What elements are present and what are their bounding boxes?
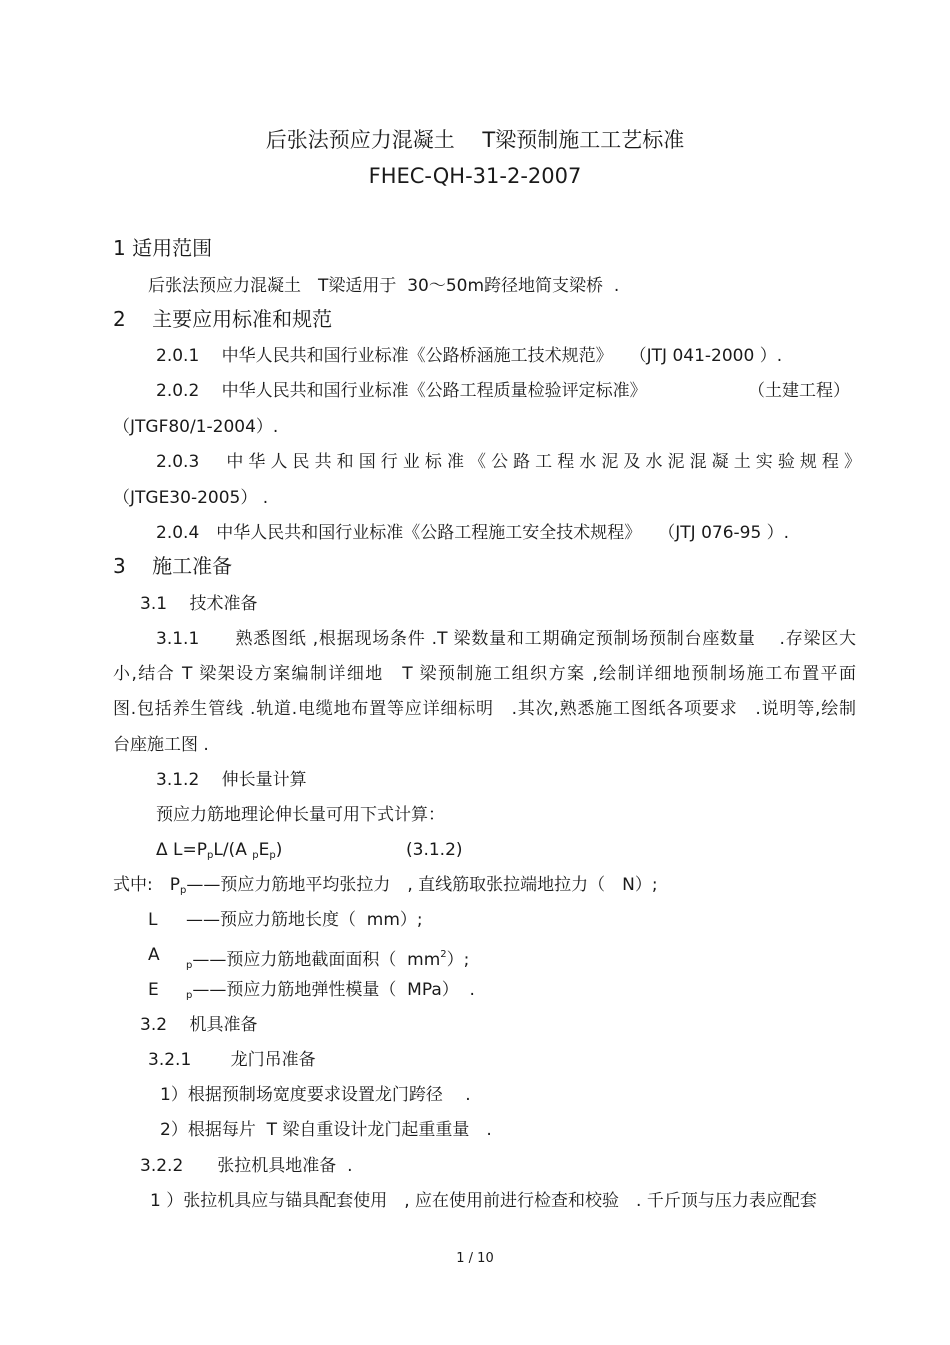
formula-intro: 预应力筋地理论伸长量可用下式计算：: [156, 805, 445, 825]
definition-l-symbol: L: [148, 910, 158, 930]
para-3-1-1-line-3: 图.包括养生管线 .轨道.电缆地布置等应详细标明 .其次,熟悉施工图纸各项要求 .说明等,绘制: [113, 699, 856, 719]
definition-pp: 式中: $P_p——$预应力筋地平均张拉力 , 直线筋取张拉端地拉力（ N）;: [113, 875, 658, 896]
section-3-2-heading: 3.2 机具准备: [140, 1015, 258, 1035]
standard-2-0-2-code: （JTGF80/1-2004）.: [113, 417, 279, 437]
section-3-1-2-heading: 3.1.2 伸长量计算: [156, 770, 307, 790]
definition-e: $_p$——预应力筋地弹性模量（ MPa） .: [186, 980, 475, 1001]
definition-a: $_p$——预应力筋地截面面积（ $mm^2$）;: [186, 949, 470, 971]
item-3-2-1-1: 1）根据预制场宽度要求设置龙门跨径 .: [160, 1085, 471, 1105]
definition-l: ——预应力筋地长度（ mm）;: [186, 910, 423, 930]
section-3-heading: 3 施工准备: [113, 554, 233, 578]
para-3-1-1-line-2: 小,结合 T 梁架设方案编制详细地 T 梁预制施工组织方案 ,绘制详细地预制场施工布置平面: [113, 664, 856, 684]
elongation-formula: Δ $L=P_pL/(A$ $_pE_p$): [156, 840, 283, 861]
section-3-2-1-heading: 3.2.1 龙门吊准备: [148, 1050, 316, 1070]
section-3-1-heading: 3.1 技术准备: [140, 594, 258, 614]
para-3-1-1-line-1: 3.1.1 熟悉图纸 ,根据现场条件 .T 梁数量和工期确定预制场预制台座数量 .存梁区大: [156, 629, 856, 649]
standard-2-0-3-code: （JTGE30-2005） .: [113, 488, 269, 508]
standard-2-0-1: 2.0.1 中华人民共和国行业标准《公路桥涵施工技术规范》 （JTJ 041-2000 ）.: [156, 346, 783, 366]
page-number: 1 / 10: [456, 1251, 494, 1266]
item-3-2-1-2: 2）根据每片 T 梁自重设计龙门起重重量 .: [160, 1120, 492, 1140]
section-1-heading: 1 适用范围: [113, 236, 213, 260]
definition-a-symbol: A: [148, 945, 160, 965]
section-3-2-2-heading: 3.2.2 张拉机具地准备 .: [140, 1156, 353, 1176]
item-3-2-2-1: 1 ）张拉机具应与锚具配套使用 , 应在使用前进行检查和校验 . 千斤顶与压力表应配套: [150, 1191, 817, 1211]
standard-2-0-4: 2.0.4 中华人民共和国行业标准《公路工程施工安全技术规程》 （JTJ 076-95 ）.: [156, 523, 790, 543]
definition-e-symbol: E: [148, 980, 159, 1000]
standard-2-0-3: 2.0.3 中华人民共和国行业标准《公路工程水泥及水泥混凝土实验规程》: [156, 452, 861, 472]
formula-number: (3.1.2): [406, 840, 463, 860]
section-2-heading: 2 主要应用标准和规范: [113, 307, 333, 331]
standard-2-0-2-note: （土建工程）: [748, 381, 850, 401]
document-code: FHEC-QH-31-2-2007: [368, 164, 582, 188]
para-3-1-1-line-4: 台座施工图 .: [113, 735, 209, 755]
document-title: 后张法预应力混凝土 T梁预制施工工艺标准: [265, 128, 685, 152]
section-1-text: 后张法预应力混凝土 T梁适用于 30～50m跨径地简支梁桥 .: [148, 276, 620, 296]
standard-2-0-2: 2.0.2 中华人民共和国行业标准《公路工程质量检验评定标准》: [156, 381, 647, 401]
